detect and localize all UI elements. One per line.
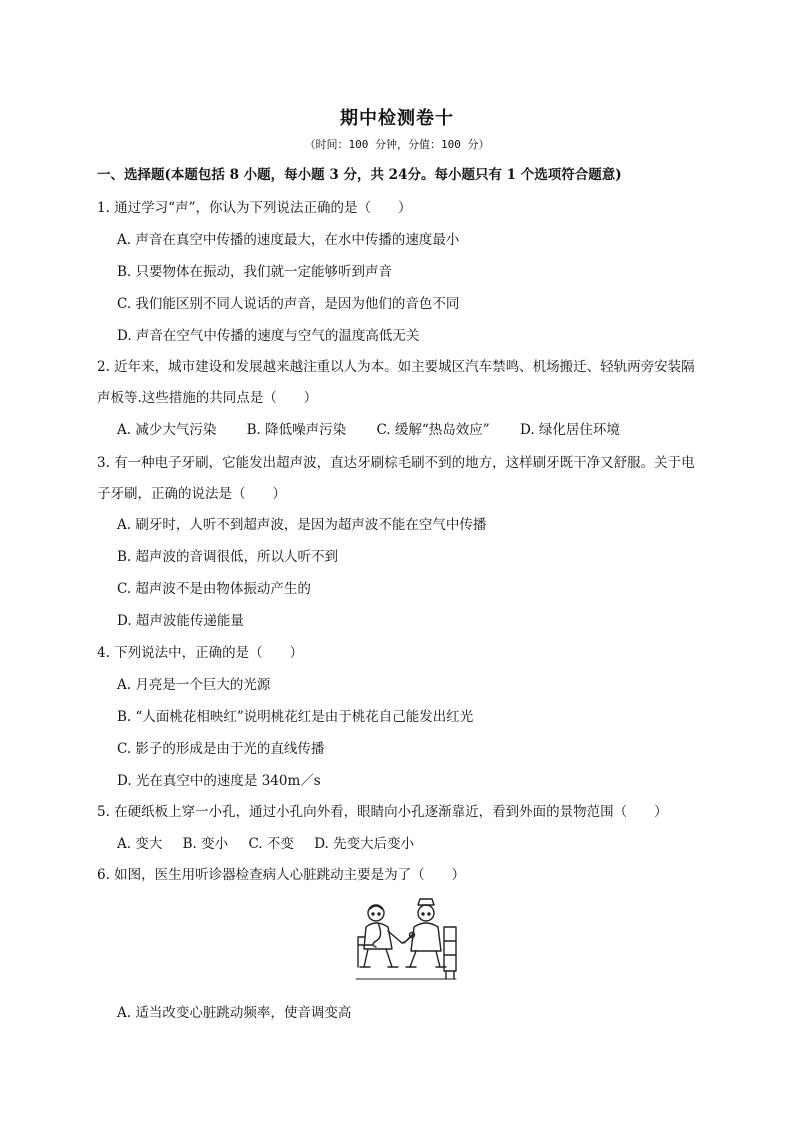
question-1-option-a: A. 声音在真空中传播的速度最大，在水中传播的速度最小 (117, 232, 460, 248)
question-1-option-c: C. 我们能区别不同人说话的声音，是因为他们的音色不同 (117, 296, 460, 312)
question-4-option-c: C. 影子的形成是由于光的直线传播 (117, 741, 325, 757)
question-2-stem-line2: 声板等.这些措施的共同点是（ ） (97, 390, 318, 406)
question-3-option-b: B. 超声波的音调很低，所以人听不到 (117, 549, 339, 565)
question-2-option-a: A. 减少大气污染 (117, 422, 217, 438)
question-3-stem-line2: 子牙刷，正确的说法是（ ） (97, 486, 286, 502)
question-4-stem: 4. 下列说法中，正确的是（ ） (97, 645, 304, 661)
question-6-stem: 6. 如图，医生用听诊器检查病人心脏跳动主要是为了（ ） (97, 867, 466, 883)
question-5-option-b: B. 变小 (182, 836, 229, 852)
question-2-option-c: C. 缓解“热岛效应” (376, 422, 490, 438)
question-2-option-b: B. 降低噪声污染 (246, 422, 347, 438)
question-6-option-a: A. 适当改变心脏跳动频率，使音调变高 (117, 1005, 352, 1021)
question-3-option-d: D. 超声波能传递能量 (117, 613, 244, 629)
question-2-option-d: D. 绿化居住环境 (519, 422, 620, 438)
question-5-option-a: A. 变大 (117, 836, 163, 852)
question-1-option-d: D. 声音在空气中传播的速度与空气的温度高低无关 (117, 328, 420, 344)
question-2-stem-line1: 2. 近年来，城市建设和发展越来越注重以人为本。如主要城区汽车禁鸣、机场搬迁、轻轨两旁安装隔 (97, 359, 695, 375)
doctor-stethoscope-illustration (352, 897, 462, 985)
question-1-stem: 1. 通过学习“声”，你认为下列说法正确的是（ ） (97, 200, 412, 216)
question-3-option-c: C. 超声波不是由物体振动产生的 (117, 581, 311, 597)
question-4-option-a: A. 月亮是一个巨大的光源 (117, 677, 271, 693)
question-5-stem: 5. 在硬纸板上穿一小孔，通过小孔向外看，眼睛向小孔逐渐靠近，看到外面的景物范围（ ） (97, 804, 668, 820)
question-2-options (117, 421, 646, 439)
section-heading: 一、选择题(本题包括 8 小题，每小题 3 分，共 24分。每小题只有 1 个选项符合题意) (97, 167, 622, 183)
question-5-option-c: C. 不变 (248, 836, 294, 852)
question-3-option-a: A. 刷牙时，人听不到超声波，是因为超声波不能在空气中传播 (117, 517, 487, 533)
question-4-option-b: B. “人面桃花相映红”说明桃花红是由于桃花自己能发出红光 (117, 709, 474, 725)
question-5-option-d: D. 先变大后变小 (314, 836, 415, 852)
question-1-option-b: B. 只要物体在振动，我们就一定能够听到声音 (117, 264, 393, 280)
page-title: 期中检测卷十 (340, 108, 454, 129)
question-5-options (117, 835, 440, 853)
exam-time-score: （时间：100 分钟，分值：100 分） (304, 138, 490, 151)
question-4-option-d: D. 光在真空中的速度是 340m／s (117, 773, 321, 789)
question-3-stem-line1: 3. 有一种电子牙刷，它能发出超声波，直达牙刷棕毛刷不到的地方，这样刷牙既干净又舒服。关于电 (97, 455, 695, 471)
